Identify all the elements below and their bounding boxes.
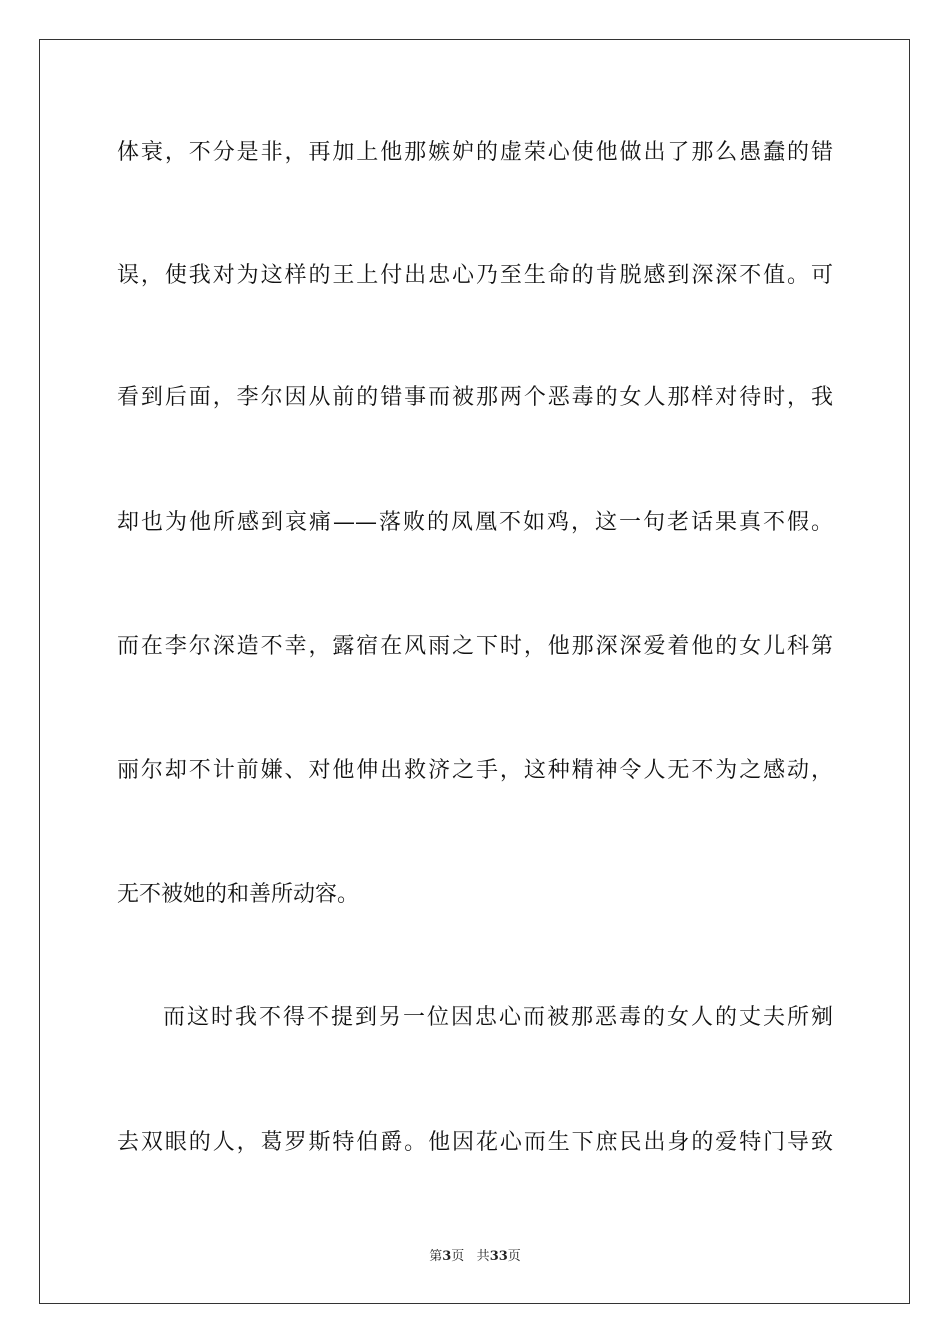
text-line-6: 丽尔却不计前嫌、对他伸出救济之手，这种精神令人无不为之感动， (117, 758, 833, 783)
text-line-7: 无不被她的和善所动容。 (117, 882, 360, 907)
page-footer (0, 1248, 950, 1266)
text-line-9: 去双眼的人，葛罗斯特伯爵。他因花心而生下庶民出身的爱特门导致 (117, 1130, 833, 1155)
text-line-1: 体衰，不分是非，再加上他那嫉妒的虚荣心使他做出了那么愚蠢的错 (117, 140, 833, 165)
footer-total-suffix: 页 (507, 1249, 521, 1264)
page-frame (39, 39, 910, 1304)
footer-page-number: 3 (442, 1249, 452, 1264)
footer-total-prefix: 共 (476, 1249, 490, 1264)
footer-page-suffix: 页 (451, 1249, 465, 1264)
text-line-2: 误，使我对为这样的王上付出忠心乃至生命的肯脱感到深深不值。可 (117, 263, 833, 288)
footer-prefix: 第 (429, 1249, 443, 1264)
text-line-5: 而在李尔深造不幸，露宿在风雨之下时，他那深深爱着他的女儿科第 (117, 634, 833, 659)
text-line-4: 却也为他所感到哀痛——落败的凤凰不如鸡，这一句老话果真不假。 (117, 510, 833, 535)
text-line-3: 看到后面，李尔因从前的错事而被那两个恶毒的女人那样对待时，我 (117, 385, 833, 410)
text-line-8: 而这时我不得不提到另一位因忠心而被那恶毒的女人的丈夫所剜 (163, 1005, 833, 1030)
footer-total-pages: 33 (489, 1249, 508, 1264)
